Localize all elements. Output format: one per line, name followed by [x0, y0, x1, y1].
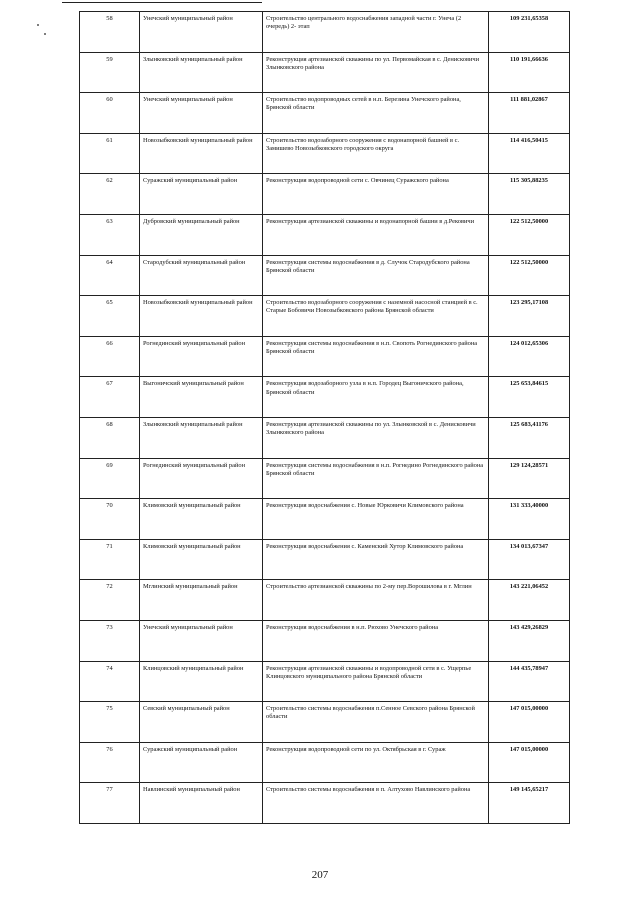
table-row: [80, 255, 570, 296]
row-number: 61: [80, 133, 140, 174]
table-row: [80, 742, 570, 783]
row-number: 60: [80, 93, 140, 134]
project-description: Строительство системы водоснабжения п.Сенное Севского района Брянской области: [263, 702, 489, 743]
row-number: 65: [80, 296, 140, 337]
funding-amount: 144 435,78947: [489, 661, 570, 702]
table-body: [80, 12, 570, 824]
table-row: [80, 52, 570, 93]
row-number: 74: [80, 661, 140, 702]
table-row: [80, 499, 570, 540]
row-number: 64: [80, 255, 140, 296]
district-name: Злынковский муниципальный район: [140, 417, 263, 458]
funding-amount: 143 429,26829: [489, 620, 570, 661]
funding-amount: 147 015,00000: [489, 702, 570, 743]
project-description: Реконструкция артезианской скважины по ул. Первомайская в с. Денисковичи Злынковского района: [263, 52, 489, 93]
district-name: Стародубский муниципальный район: [140, 255, 263, 296]
district-name: Клинцовский муниципальный район: [140, 661, 263, 702]
district-name: Новозыбковский муниципальный район: [140, 133, 263, 174]
row-number: 69: [80, 458, 140, 499]
project-description: Реконструкция артезианской скважины и водопроводной сети в с. Ущерпье Клинцовского муниципального района Брянской области: [263, 661, 489, 702]
project-description: Реконструкция водопроводной сети с. Овчинец Суражского района: [263, 174, 489, 215]
funding-amount: 149 145,65217: [489, 783, 570, 824]
district-name: Климовский муниципальный район: [140, 539, 263, 580]
row-number: 75: [80, 702, 140, 743]
district-name: Унечский муниципальный район: [140, 93, 263, 134]
district-name: Унечский муниципальный район: [140, 12, 263, 53]
funding-amount: 134 013,67347: [489, 539, 570, 580]
funding-amount: 124 012,65306: [489, 336, 570, 377]
project-description: Строительство системы водоснабжения в п. Алтухово Навлинского района: [263, 783, 489, 824]
page-number: 207: [311, 869, 329, 881]
row-number: 58: [80, 12, 140, 53]
district-name: Рогнединский муниципальный район: [140, 458, 263, 499]
row-number: 70: [80, 499, 140, 540]
project-description: Строительство водопроводных сетей в н.п. Березина Унечского района, Брянской области: [263, 93, 489, 134]
table-row: [80, 661, 570, 702]
district-name: Мглинский муниципальный район: [140, 580, 263, 621]
project-description: Реконструкция водоснабжения с. Каменский Хутор Климовского района: [263, 539, 489, 580]
district-name: Дубровский муниципальный район: [140, 214, 263, 255]
funding-amount: 110 191,66636: [489, 52, 570, 93]
row-number: 66: [80, 336, 140, 377]
funding-amount: 123 295,17108: [489, 296, 570, 337]
row-number: 77: [80, 783, 140, 824]
table-row: [80, 133, 570, 174]
funding-amount: 131 333,40000: [489, 499, 570, 540]
district-name: Унечский муниципальный район: [140, 620, 263, 661]
project-description: Строительство центрального водоснабжения западной части г. Унеча (2 очередь) 2- этап: [263, 12, 489, 53]
scan-edge-line: [62, 2, 262, 3]
district-name: Рогнединский муниципальный район: [140, 336, 263, 377]
district-name: Севский муниципальный район: [140, 702, 263, 743]
row-number: 62: [80, 174, 140, 215]
row-number: 72: [80, 580, 140, 621]
district-name: Новозыбковский муниципальный район: [140, 296, 263, 337]
table-row: [80, 296, 570, 337]
district-name: Злынковский муниципальный район: [140, 52, 263, 93]
project-description: Реконструкция системы водоснабжения в н.п. Свопоть Рогнединского района Брянской области: [263, 336, 489, 377]
funding-amount: 111 881,02867: [489, 93, 570, 134]
funding-amount: 125 653,84615: [489, 377, 570, 418]
table-row: [80, 214, 570, 255]
funding-amount: 115 305,88235: [489, 174, 570, 215]
project-description: Реконструкция водозаборного узла в н.п. Городец Выгоничского района, Брянской области: [263, 377, 489, 418]
water-supply-projects-table: [79, 11, 570, 824]
district-name: Выгоничский муниципальный район: [140, 377, 263, 418]
district-name: Суражский муниципальный район: [140, 742, 263, 783]
row-number: 76: [80, 742, 140, 783]
project-description: Реконструкция водопроводной сети по ул. Октябрьская в г. Сураж: [263, 742, 489, 783]
table-row: [80, 377, 570, 418]
project-description: Реконструкция водоснабжения с. Новые Юрковичи Климовского района: [263, 499, 489, 540]
table-row: [80, 539, 570, 580]
district-name: Навлинский муниципальный район: [140, 783, 263, 824]
row-number: 73: [80, 620, 140, 661]
row-number: 71: [80, 539, 140, 580]
row-number: 67: [80, 377, 140, 418]
funding-amount: 147 015,00000: [489, 742, 570, 783]
table-row: [80, 93, 570, 134]
funding-amount: 122 512,50000: [489, 214, 570, 255]
project-description: Строительство артезианской скважины по 2-му пер.Ворошилова в г. Мглин: [263, 580, 489, 621]
funding-amount: 109 231,65358: [489, 12, 570, 53]
table-row: [80, 580, 570, 621]
project-description: Реконструкция водоснабжения в н.п. Рюховo Унечского района: [263, 620, 489, 661]
project-description: Реконструкция системы водоснабжения в н.п. Рогнедино Рогнединского района Брянской области: [263, 458, 489, 499]
table-row: [80, 702, 570, 743]
project-description: Строительство водозаборного сооружения с наземной насосной станцией в с. Старые Бобовичи Новозыбковского района Брянской области: [263, 296, 489, 337]
row-number: 68: [80, 417, 140, 458]
table-row: [80, 336, 570, 377]
funding-amount: 129 124,28571: [489, 458, 570, 499]
funding-amount: 125 683,41176: [489, 417, 570, 458]
scan-speck: [37, 24, 39, 26]
row-number: 59: [80, 52, 140, 93]
funding-amount: 122 512,50000: [489, 255, 570, 296]
project-description: Реконструкция системы водоснабжения в д. Случок Стародубского района Брянской области: [263, 255, 489, 296]
table-row: [80, 458, 570, 499]
table-row: [80, 620, 570, 661]
project-description: Реконструкция артезианской скважины и водонапорной башни в д.Рековичи: [263, 214, 489, 255]
project-description: Реконструкция артезианской скважины по ул. Злынковской в с. Денисковичи Злынковского района: [263, 417, 489, 458]
district-name: Климовский муниципальный район: [140, 499, 263, 540]
row-number: 63: [80, 214, 140, 255]
funding-amount: 114 416,50415: [489, 133, 570, 174]
project-description: Строительство водозаборного сооружения с водонапорной башней в с. Замишево Новозыбковского городского округа: [263, 133, 489, 174]
table-row: [80, 12, 570, 53]
table-row: [80, 417, 570, 458]
table-row: [80, 174, 570, 215]
funding-amount: 143 221,06452: [489, 580, 570, 621]
district-name: Суражский муниципальный район: [140, 174, 263, 215]
scan-speck: [44, 33, 46, 35]
table-row: [80, 783, 570, 824]
